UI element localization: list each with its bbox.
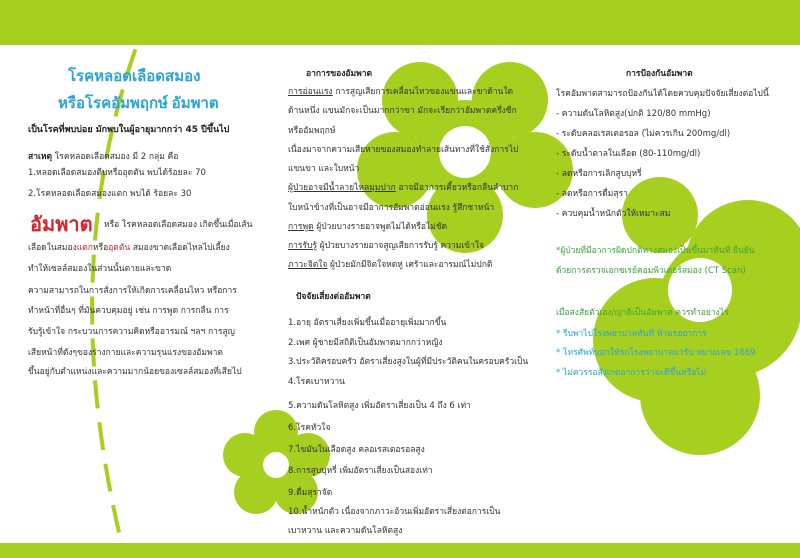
cause-2: 2.โรคหลอดเลือดสมองแตก พบได้ ร้อยละ 30: [28, 189, 192, 199]
symptoms-title: อาการของอัมพาต: [306, 69, 373, 79]
subtitle: เป็นโรคที่พบบ่อย มักพบในผู้อายุมากกว่า 45 ปีขึ้นไป: [28, 125, 230, 135]
risk-3: 3.ประวัติครอบครัว อัตราเสี่ยงสูงในผู้ที่มีประวัติคนในครอบครัวเป็น: [288, 357, 529, 367]
risk-10-line-2: เบาหวาน และความดันโลหิตสูง: [288, 526, 403, 536]
risk-6: 6.โรคหัวใจ: [288, 423, 331, 433]
risk-5: 5.ความดันโลหิตสูง เพิ่มอัตราเสี่ยงเป็น 4 ถึง 6 เท่า: [288, 401, 471, 411]
symptom-1-line-2: ด้านหนึ่ง แขนมักจะเป็นมากกว่าขา มักจะเรียกว่าอัมพาตครึ่งซีก: [288, 106, 517, 116]
family-item-2: * โทรศัพท์บอกให้รถโรงพยาบาลมารับ หมายเลข 1669: [556, 348, 756, 358]
prevention-intro: โรคอัมพาตสามารถป้องกันได้โดยควบคุมปัจจัยเสี่ยงต่อไปนี้: [556, 89, 769, 99]
risk-title: ปัจจัยเสี่ยงต่ออัมพาต: [296, 292, 371, 302]
symptom-2: ผู้ป่วยอาจมีน้ำลายไหลมุมปาก อาจมีอาการเคี้ยวหรือกลืนลำบาก: [288, 183, 519, 193]
risk-2: 2.เพศ ผู้ชายมีสถิติเป็นอัมพาตมากกว่าหญิง: [288, 338, 443, 348]
cause-text: โรคหลอดเลือดสมอง มี 2 กลุ่ม คือ: [54, 152, 179, 162]
prevention-item-5: - ลดหรือการดื่มสุรา: [556, 189, 628, 199]
ct-note-line-2: ด้วยการตรวจเอกซเรย์คอมพิวเตอร์สมอง (CT Scan): [556, 266, 746, 276]
risk-8: 8.การสูบบุหรี่ เพิ่มอัตราเสี่ยงเป็นสองเท่า: [288, 466, 433, 476]
cause-label: สาเหตุ: [28, 152, 52, 162]
family-item-3: * ไม่ควรรอสังเกตอาการว่าจะดีขึ้นหรือไม่: [556, 368, 707, 378]
ct-note-line-1: *ผู้ป่วยที่มีอาการผิดปกติทางสมองเป็นขึ้นมาทันที ยืนยัน: [556, 246, 755, 256]
symptom-5: ภาวะจิตใจ ผู้ป่วยมักมีจิตใจหดหู่ เศร้าและอารมณ์ไม่ปกติ: [288, 260, 493, 270]
paralysis-heading: อัมพาต: [30, 214, 93, 236]
title-line-2: หรือโรคอัมพฤกษ์ อัมพาต: [58, 96, 219, 112]
title-line-1: โรคหลอดเลือดสมอง: [68, 69, 201, 85]
flower-small-center: [263, 452, 289, 478]
family-title: เมื่อสงสัยตัวเอง/ญาติเป็นอัมพาต ควรทำอย่างไร: [556, 308, 729, 318]
para-line-2: เลือดในสมองแตกหรืออุดตัน สมองขาดเลือดไหลไปเลี้ยง: [28, 243, 230, 253]
family-item-1: * รีบพาไปโรงพยาบาลทันที ห้ามรออาการ: [556, 329, 707, 339]
risk-1: 1.อายุ อัตราเสี่ยงเพิ่มขึ้นเมื่ออายุเพิ่มมากขึ้น: [288, 318, 447, 328]
prevention-item-4: - ลดหรือการเลิกสูบบุหรี่: [556, 169, 642, 179]
para-line-1: หรือ โรคหลอดเลือดสมอง เกิดขึ้นเมื่อเส้น: [104, 220, 253, 230]
cause-1: 1.หลอดเลือดสมองตีบหรืออุดตัน พบได้ร้อยละ 70: [28, 168, 206, 178]
risk-4: 4.โรคเบาหวาน: [288, 377, 345, 387]
prevention-item-2: - ระดับคลอเรสเตอรอล (ไม่ควรเกิน 200mg/dl): [556, 129, 731, 139]
symptom-1-line-5: แขนขา และใบหน้า: [288, 164, 360, 174]
prevention-item-6: - ควบคุมน้ำหนักตัวให้เหมาะสม: [556, 209, 671, 219]
prevention-title: การป้องกันอัมพาต: [626, 69, 693, 79]
symptom-2-line-2: ใบหน้าข้างที่เป็นอาจมีอาการอัมพาตอ่อนแรง รู้สึกชาหน้า: [288, 203, 495, 213]
para-line-6: รับรู้เข้าใจ กระบวนการความคิดหรืออารมณ์ ฯลฯ การสูญ: [28, 327, 235, 337]
prevention-item-3: - ระดับน้ำตาลในเลือด (80-110mg/dl): [556, 149, 701, 159]
para-line-5: ทำหน้าที่อื่นๆ ที่มันควบคุมอยู่ เช่น การพูด การกลืน การ: [28, 306, 229, 316]
risk-7: 7.ไขมันในเลือดสูง คลอเรสเตอรอลสูง: [288, 445, 425, 455]
para-line-8: ขึ้นอยู่กับตำแหน่งและความมากน้อยของเซลล์สมองที่เสียไป: [28, 367, 242, 377]
para-line-4: ความสามารถในการสั่งการให้เกิดการเคลื่อนไหว หรือการ: [28, 286, 237, 296]
symptom-1-line-4: เนื่องมาจากความเสียหายของสมองทำลายเส้นทางที่ใช้สั่งการไป: [288, 145, 519, 155]
para-line-3: ทำให้เซลล์สมองในส่วนนั้นตายและขาด: [28, 264, 172, 274]
symptom-1: การอ่อนแรง การสูญเสียการเคลื่อนไหวของแขนและขาด้านใด: [288, 87, 514, 97]
symptom-1-line-3: หรืออัมพฤกษ์: [288, 126, 336, 136]
symptom-4: การรับรู้ ผู้ป่วยบางรายอาจสูญเสียการรับรู้ ความเข้าใจ: [288, 241, 485, 251]
prevention-item-1: - ความดันโลหิตสูง(ปกติ 120/80 mmHg): [556, 109, 711, 119]
risk-9: 9.ดื่มสุราจัด: [288, 488, 333, 498]
risk-10: 10.น้ำหนักตัว เนื่องจากภาวะอ้วนเพิ่มอัตราเสี่ยงต่อการเป็น: [288, 507, 501, 517]
symptom-3: การพูด ผู้ป่วยบางรายอาจพูดไม่ได้หรือไม่ชัด: [288, 222, 448, 232]
para-line-7: เสียหน้าที่ดังๆของร่างกายและความรุนแรงของอัมพาต: [28, 348, 223, 358]
